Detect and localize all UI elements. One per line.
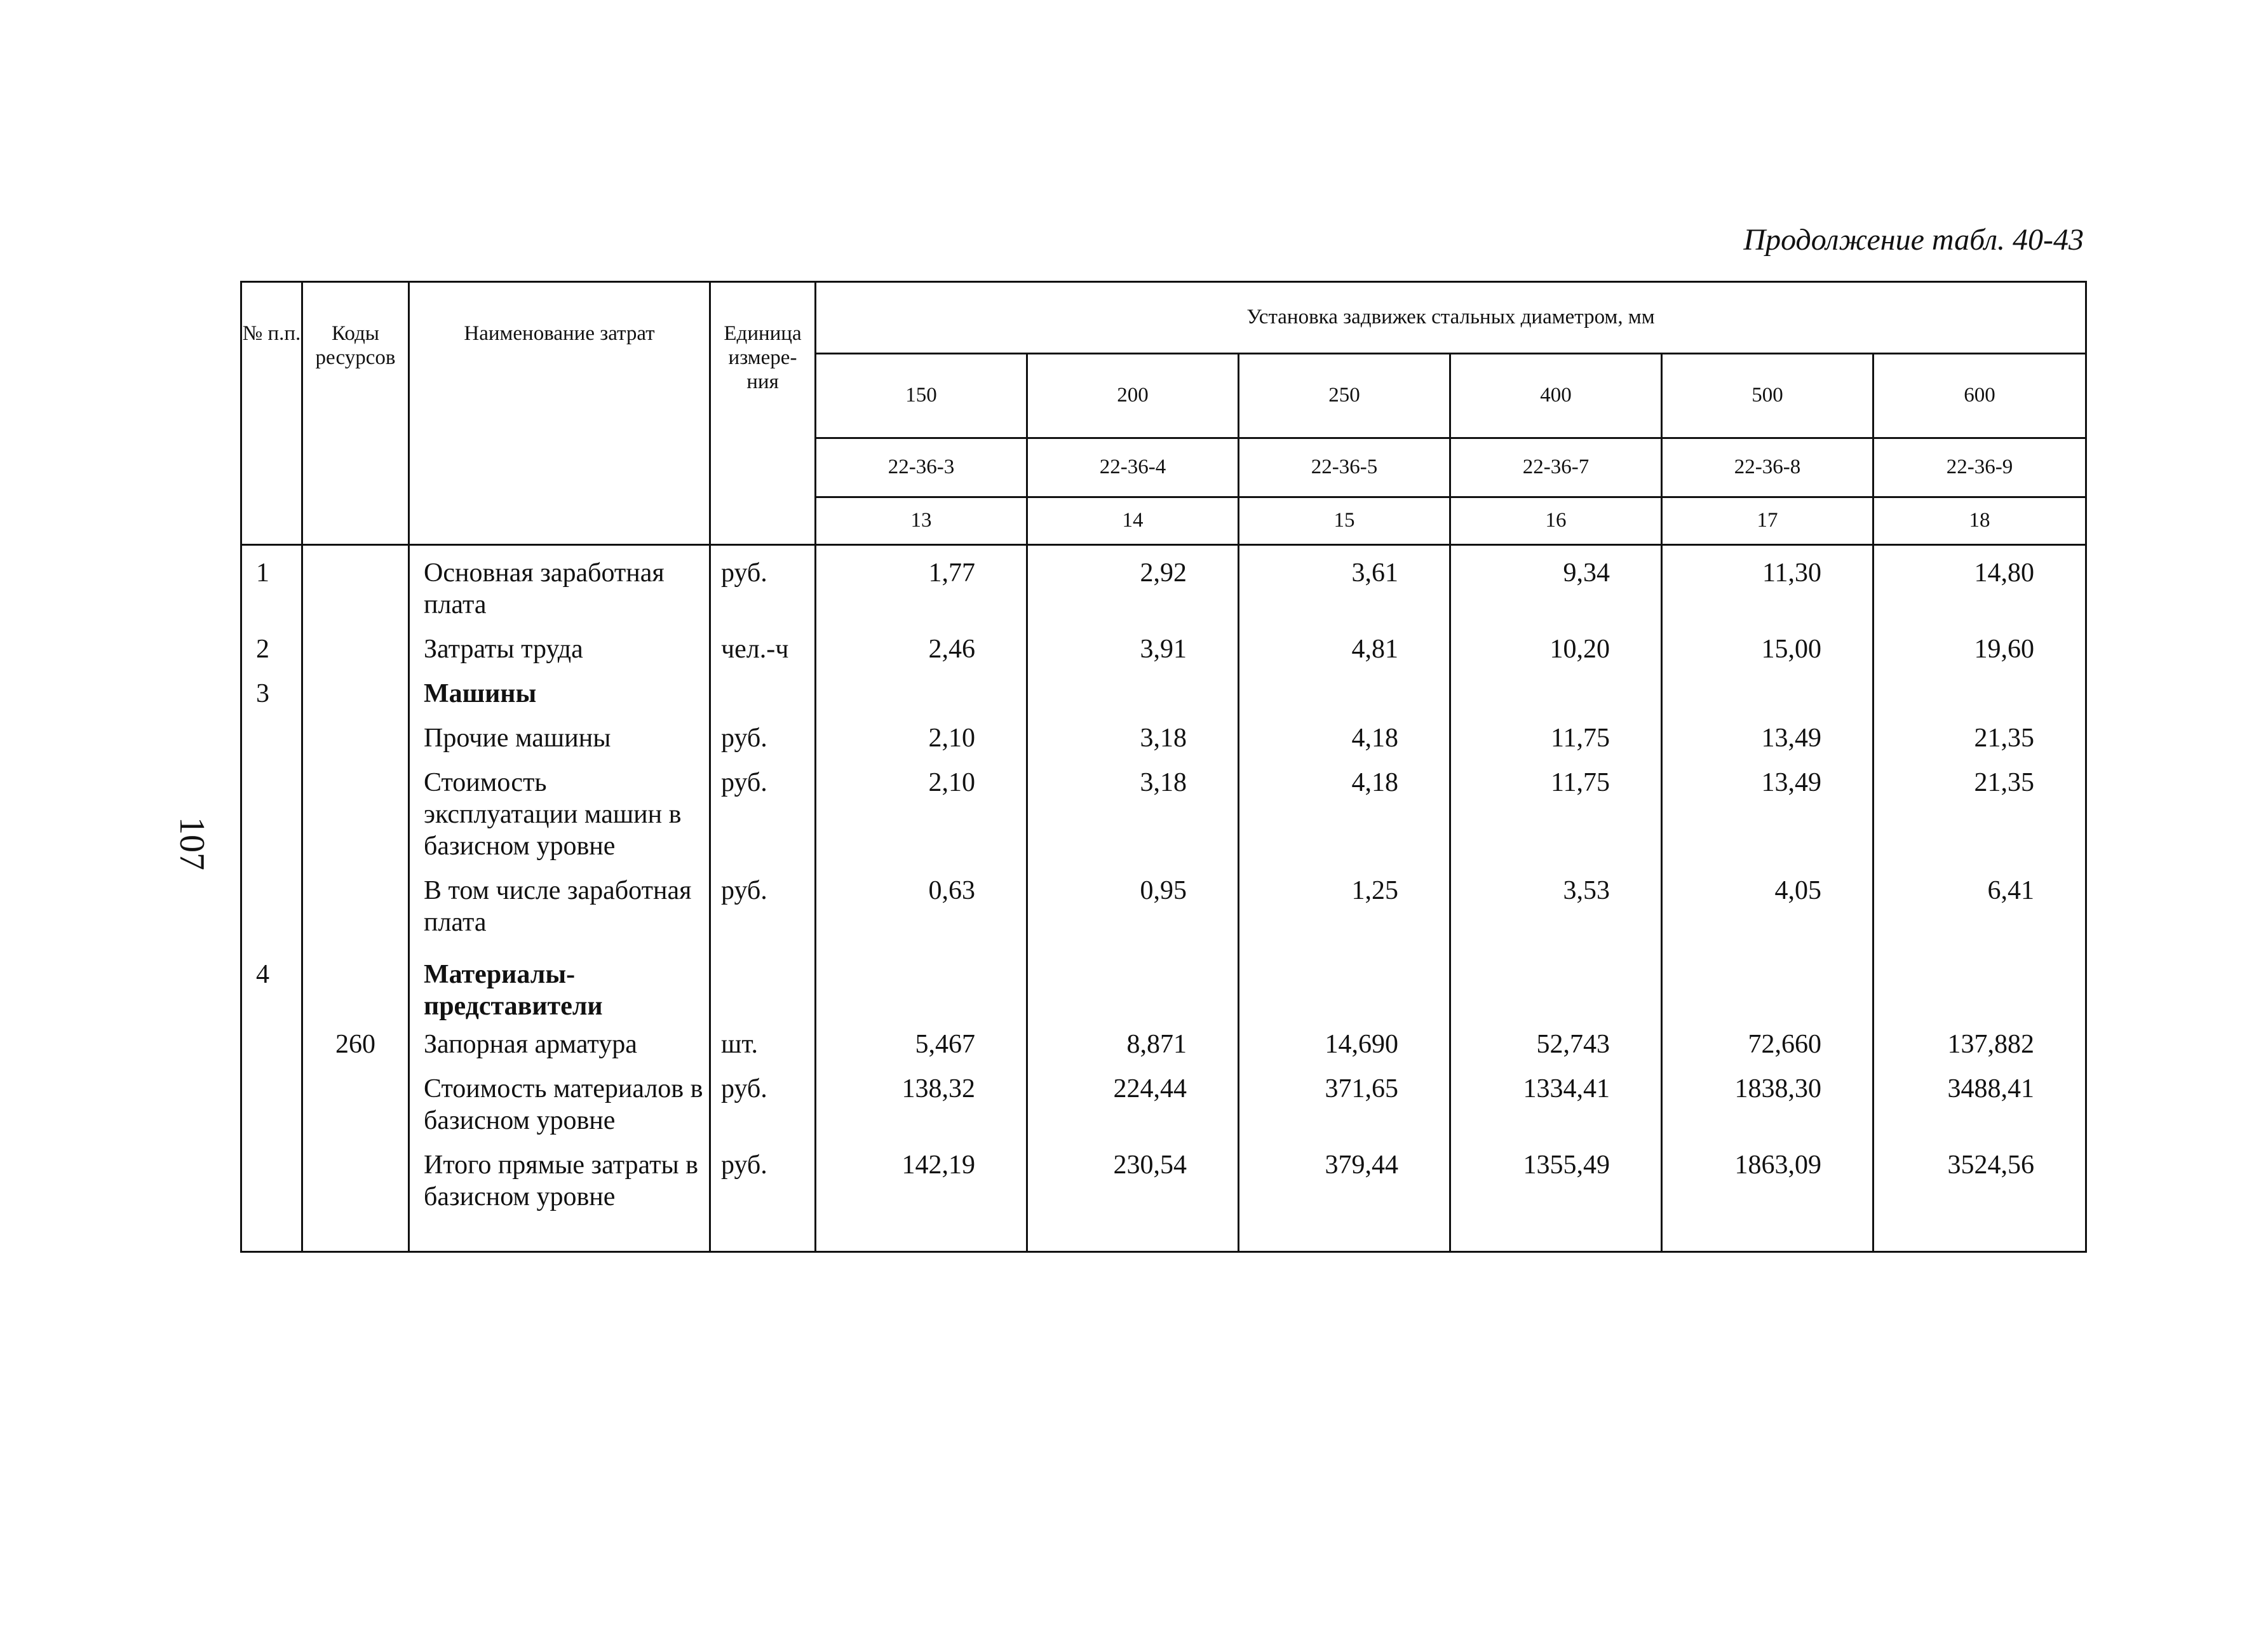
row-value: 72,660: [1662, 1022, 1873, 1067]
row-value: 224,44: [1027, 1067, 1239, 1143]
row-code: [302, 627, 409, 671]
row-num: [241, 716, 302, 760]
row-value: 4,81: [1239, 627, 1450, 671]
row-num: [241, 1067, 302, 1143]
row-value: [816, 945, 1027, 1022]
header-diameter: 600: [1873, 354, 2086, 438]
row-value: [816, 671, 1027, 716]
header-diameter: 400: [1450, 354, 1662, 438]
row-value: 8,871: [1027, 1022, 1239, 1067]
row-unit: руб.: [710, 760, 816, 868]
header-group: Установка задвижек стальных диаметром, мм: [816, 282, 2086, 354]
row-name: Основная заработная плата: [409, 545, 710, 628]
header-norm-code: 22-36-5: [1239, 438, 1450, 497]
row-code: [302, 716, 409, 760]
row-unit: [710, 945, 816, 1022]
header-code: Коды ресурсов: [302, 282, 409, 545]
page-number: 107: [172, 817, 212, 870]
row-value: 14,690: [1239, 1022, 1450, 1067]
row-value: 52,743: [1450, 1022, 1662, 1067]
row-unit: руб.: [710, 1143, 816, 1252]
row-value: 3,53: [1450, 868, 1662, 945]
row-unit: шт.: [710, 1022, 816, 1067]
header-column-number: 16: [1450, 497, 1662, 545]
row-num: [241, 1143, 302, 1252]
row-value: 13,49: [1662, 760, 1873, 868]
row-name: Стоимость эксплуатации машин в базисном уровне: [409, 760, 710, 868]
row-unit: руб.: [710, 868, 816, 945]
row-section-heading: Материалы-представители: [409, 945, 710, 1022]
row-value: [1873, 671, 2086, 716]
row-value: 19,60: [1873, 627, 2086, 671]
row-value: 1334,41: [1450, 1067, 1662, 1143]
row-value: 13,49: [1662, 716, 1873, 760]
row-num: [241, 868, 302, 945]
row-value: 3524,56: [1873, 1143, 2086, 1252]
row-value: 3,18: [1027, 760, 1239, 868]
row-value: 21,35: [1873, 716, 2086, 760]
header-column-number: 17: [1662, 497, 1873, 545]
row-value: 1863,09: [1662, 1143, 1873, 1252]
table-row: [241, 671, 2086, 716]
row-code: [302, 760, 409, 868]
row-section-heading: Машины: [409, 671, 710, 716]
row-code: [302, 1067, 409, 1143]
row-value: 9,34: [1450, 545, 1662, 628]
row-value: 0,63: [816, 868, 1027, 945]
header-norm-code: 22-36-9: [1873, 438, 2086, 497]
row-value: 1838,30: [1662, 1067, 1873, 1143]
row-value: 1,77: [816, 545, 1027, 628]
row-value: 4,18: [1239, 716, 1450, 760]
cost-table: [240, 281, 2087, 1253]
row-code: [302, 671, 409, 716]
row-value: 11,30: [1662, 545, 1873, 628]
row-value: 2,10: [816, 716, 1027, 760]
table-row: [241, 1143, 2086, 1252]
header-column-number: 14: [1027, 497, 1239, 545]
row-value: [1239, 945, 1450, 1022]
row-value: 379,44: [1239, 1143, 1450, 1252]
row-unit: чел.-ч: [710, 627, 816, 671]
row-unit: [710, 671, 816, 716]
row-value: 2,10: [816, 760, 1027, 868]
row-code: [302, 868, 409, 945]
row-name: Стоимость материалов в базисном уровне: [409, 1067, 710, 1143]
row-value: 14,80: [1873, 545, 2086, 628]
header-column-number: 15: [1239, 497, 1450, 545]
row-value: 6,41: [1873, 868, 2086, 945]
table-continuation-caption: Продолжение табл. 40-43: [1743, 223, 2084, 257]
row-value: [1662, 671, 1873, 716]
row-value: 138,32: [816, 1067, 1027, 1143]
row-value: 3488,41: [1873, 1067, 2086, 1143]
header-diameter: 150: [816, 354, 1027, 438]
row-value: 2,92: [1027, 545, 1239, 628]
row-unit: руб.: [710, 1067, 816, 1143]
row-code: [302, 945, 409, 1022]
header-num: № п.п.: [241, 282, 302, 545]
row-value: [1662, 945, 1873, 1022]
row-value: [1239, 671, 1450, 716]
table-row: [241, 545, 2086, 628]
header-diameter: 250: [1239, 354, 1450, 438]
row-value: 142,19: [816, 1143, 1027, 1252]
row-value: 230,54: [1027, 1143, 1239, 1252]
table-row: [241, 945, 2086, 1022]
row-value: 371,65: [1239, 1067, 1450, 1143]
header-norm-code: 22-36-8: [1662, 438, 1873, 497]
row-num: 3: [241, 671, 302, 716]
row-num: [241, 760, 302, 868]
header-name: Наименование затрат: [409, 282, 710, 545]
row-name: В том числе заработная плата: [409, 868, 710, 945]
header-unit: Единица измере- ния: [710, 282, 816, 545]
row-value: 4,18: [1239, 760, 1450, 868]
row-value: 10,20: [1450, 627, 1662, 671]
row-code: 260: [302, 1022, 409, 1067]
row-value: 3,91: [1027, 627, 1239, 671]
row-name: Затраты труда: [409, 627, 710, 671]
row-value: 11,75: [1450, 760, 1662, 868]
header-norm-code: 22-36-4: [1027, 438, 1239, 497]
row-value: 11,75: [1450, 716, 1662, 760]
header-norm-code: 22-36-3: [816, 438, 1027, 497]
row-num: 1: [241, 545, 302, 628]
row-value: 2,46: [816, 627, 1027, 671]
header-norm-code: 22-36-7: [1450, 438, 1662, 497]
row-value: 21,35: [1873, 760, 2086, 868]
header-diameter: 500: [1662, 354, 1873, 438]
row-num: [241, 1022, 302, 1067]
row-value: 4,05: [1662, 868, 1873, 945]
row-value: 5,467: [816, 1022, 1027, 1067]
row-value: 1,25: [1239, 868, 1450, 945]
table-row: [241, 716, 2086, 760]
row-value: 0,95: [1027, 868, 1239, 945]
table-row: [241, 1067, 2086, 1143]
row-code: [302, 1143, 409, 1252]
row-value: [1027, 945, 1239, 1022]
table-row: [241, 868, 2086, 945]
row-name: Итого прямые затраты в базисном уровне: [409, 1143, 710, 1252]
row-num: 4: [241, 945, 302, 1022]
row-value: [1873, 945, 2086, 1022]
table-row: [241, 760, 2086, 868]
header-column-number: 13: [816, 497, 1027, 545]
row-value: 137,882: [1873, 1022, 2086, 1067]
row-value: [1027, 671, 1239, 716]
table-row: [241, 1022, 2086, 1067]
row-value: 3,18: [1027, 716, 1239, 760]
row-value: [1450, 945, 1662, 1022]
table-row: [241, 627, 2086, 671]
row-value: [1450, 671, 1662, 716]
row-value: 1355,49: [1450, 1143, 1662, 1252]
row-num: 2: [241, 627, 302, 671]
row-name: Прочие машины: [409, 716, 710, 760]
row-name: Запорная арматура: [409, 1022, 710, 1067]
header-diameter: 200: [1027, 354, 1239, 438]
row-value: 3,61: [1239, 545, 1450, 628]
row-unit: руб.: [710, 545, 816, 628]
row-code: [302, 545, 409, 628]
row-unit: руб.: [710, 716, 816, 760]
header-column-number: 18: [1873, 497, 2086, 545]
row-value: 15,00: [1662, 627, 1873, 671]
